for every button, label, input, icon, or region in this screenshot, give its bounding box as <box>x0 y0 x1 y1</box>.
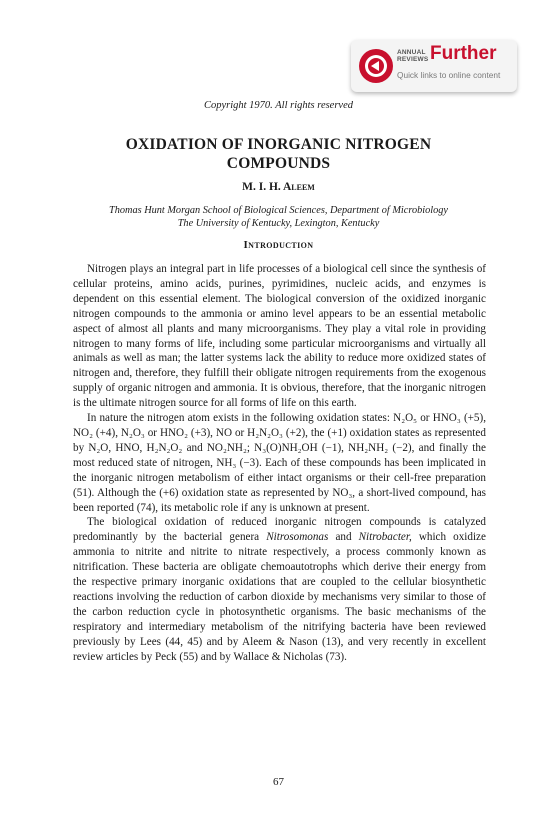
badge-quick-links-text: Quick links to online content <box>397 70 501 80</box>
back-arrow-icon <box>359 49 393 83</box>
article-body <box>73 262 486 664</box>
article-title <box>60 135 497 173</box>
paragraph-2: In nature the nitrogen atom exists in the following oxidation states: N₂O₅ or HNO₃ (+5), NO₂ (+4), N₂O₃ or HNO₂ (+3), NO or H₂N₂O₃ (+2), the (+1) oxidation states as represented by N₂O, HNO, H₂N₂O₂ and NO₂NH₂; N₃(O)NH₂OH (−1), NH₂NH₂ (−2), and finally the most reduced state of nitrogen, NH₃ (−3). Each of these compounds has been implicated in the inorganic nitrogen metabolism of either intact organisms or their cell-free preparation (51). Although the (+6) oxidation state as represented by NO₃, a short-lived compound, has been reported (74), its metabolic role if any is unknown at present. <box>73 412 486 514</box>
badge-annual-reviews-label: ANNUAL REVIEWS <box>397 49 429 63</box>
title-line-2: COMPOUNDS <box>226 155 331 172</box>
affiliation-line-2: The University of Kentucky, Lexington, Kentucky <box>177 218 380 229</box>
annual-reviews-further-badge[interactable] <box>351 40 517 92</box>
affiliation-line-1: Thomas Hunt Morgan School of Biological Sciences, Department of Microbiology <box>109 205 448 216</box>
copyright-notice: Copyright 1970. All rights reserved <box>203 100 354 111</box>
badge-further-label: Further <box>430 43 497 64</box>
section-heading: Introduction <box>243 239 314 251</box>
author-name: M. I. H. Aleem <box>242 181 315 193</box>
page-number: 67 <box>273 776 284 788</box>
paragraph-3: The biological oxidation of reduced inorganic nitrogen compounds is catalyzed predominantly by the bacterial genera Nitrosomonas and Nitrobacter, which oxidize ammonia to nitrite and nitrite to nitrate respectively, a process commonly known as nitrification. These bacteria are obligate chemoautotrophs which derive their energy from the respective primary inorganic oxidations that are coupled to the cellular biosynthetic reactions involving the reduction of carbon dioxide by mechanisms very similar to those of the carbon reduction cycle in photosynthetic organisms. The basic mechanisms of the respiratory and intermediary metabolism of the nitrifying bacteria have been reviewed previously by Lees (44, 45) and by Aleem & Nason (13), and very recently in excellent review articles by Peck (55) and by Wallace & Nicholas (73). <box>73 516 486 663</box>
genus-name: Nitrosomonas <box>266 531 329 544</box>
genus-name: Nitrobacter, <box>358 531 412 544</box>
author-affiliation <box>30 204 527 230</box>
paragraph-1: Nitrogen plays an integral part in life processes of a biological cell since the synthesis of cellular proteins, amino acids, purines, pyrimidines, nucleic acids, and enzymes is dependent on this essential element. The biological conversion of the oxidized inorganic nitrogen compounds to the ammonia or amino level appears to be an essential metabolic aspect of almost all plants and many microorganisms. They play a vital role in providing nitrogen to many forms of life, including some particular microorganisms and virtually all animals as well as man; the latter systems lack the ability to reduce more oxidized states of nitrogen and, therefore, they fulfill their obligate nitrogen requirements from the exogenous supply of organic nitrogen and ammonia. It is obvious, therefore, that the inorganic nitrogen is the ultimate nitrogen source for all forms of life on this earth. <box>73 263 486 410</box>
title-line-1: OXIDATION OF INORGANIC NITROGEN <box>125 136 432 153</box>
